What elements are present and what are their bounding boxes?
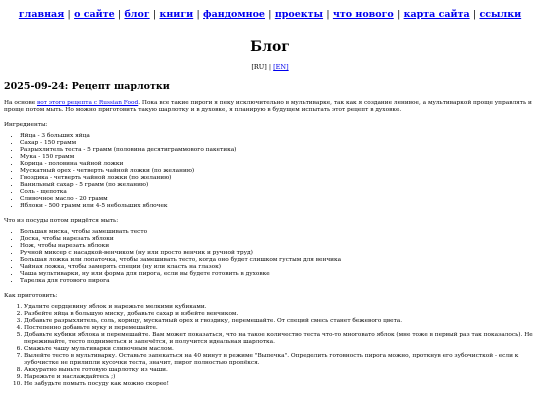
page-title: Блог — [250, 39, 290, 55]
nav-link-home[interactable]: главная — [18, 9, 65, 20]
step-item: 2. Разбейте яйца в большую миску, добавьте сахар и взбейте венчиком. — [24, 311, 534, 318]
step-item: 6. Смажьте чашу мультиварки сливочным маслом. — [24, 346, 534, 353]
ingredient-item: • Ванильный сахар - 5 грамм (по желанию) — [20, 182, 534, 189]
language-separator: | — [268, 63, 272, 71]
recipe-source-link[interactable]: вот этого рецепта с Russian Food — [36, 100, 139, 106]
step-item: 4. Постепенно добавьте муку и перемешайте. — [24, 325, 534, 332]
post-title: 2025-09-24: Рецепт шарлотки — [4, 81, 170, 92]
nav-link-about[interactable]: о сайте — [74, 9, 115, 20]
step-item: 8. Аккуратно выньте готовую шарлотку из чаши. — [24, 367, 534, 374]
nav-separator: | — [472, 9, 477, 20]
dishes-item: • Чайная ложка, чтобы замерять специи (ну или класть на глазок) — [20, 264, 534, 271]
nav-link-books[interactable]: книги — [159, 9, 194, 20]
nav-link-projects[interactable]: проекты — [274, 9, 324, 20]
dishes-label: Что из посуды потом придётся мыть: — [4, 218, 119, 224]
step-item: 10. Не забудьте помыть посуду как можно скорее! — [24, 381, 534, 388]
nav-link-whats-new[interactable]: что нового — [332, 9, 394, 20]
ingredient-item: • Корица - половина чайной ложки — [20, 161, 534, 168]
step-item: 5. Добавьте кубики яблока и перемешайте. Вам может показаться, что на такое количество теста что-то многовато яблок (мне тоже в первый раз так показалось). Не переживайте, тесто подниметься и запечётся, и получится идеальная шарлотка. — [24, 332, 534, 346]
language-switcher — [0, 63, 540, 71]
ingredient-item: • Сливочное масло - 20 грамм — [20, 196, 534, 203]
post-content — [4, 100, 534, 388]
steps-list — [4, 304, 534, 388]
nav-separator: | — [152, 9, 157, 20]
nav-separator: | — [67, 9, 71, 20]
dishes-item: • Доска, чтобы нарезать яблоки — [20, 236, 534, 243]
dishes-item: • Нож, чтобы нарезать яблоки — [20, 243, 534, 250]
language-ru-current: [RU] — [251, 63, 267, 71]
nav-separator: | — [196, 9, 200, 20]
ingredient-item: • Яйца - 3 больших яйца — [20, 133, 534, 140]
nav-separator: | — [117, 9, 122, 20]
step-item: 1. Удалите сердцевину яблок и нарежьте мелкими кубиками. — [24, 304, 534, 311]
post-intro — [4, 100, 534, 114]
dishes-list — [4, 229, 534, 285]
intro-text-end: . Пока все такие пироги я пеку исключительно в мультиварке, так как я создание ленивое, а мультиваркой проще управлять и проще потом мыть. Но можно приготовить такую шарлотку и в духовке, я планирую в будущем испытать этот рецепт в духовке. — [4, 100, 532, 113]
steps-label: Как приготовить: — [4, 293, 58, 299]
dishes-item: • Большая ложка или лопаточка, чтобы замешивать тесто, когда оно будет слишком густым для венчика — [20, 257, 534, 264]
nav-link-sitemap[interactable]: карта сайта — [403, 9, 470, 20]
ingredient-item: • Мускатный орех - четверть чайной ложки (по желанию) — [20, 168, 534, 175]
ingredient-item: • Гвоздика - четверть чайной ложки (по желанию) — [20, 175, 534, 182]
dishes-item: • Чаша мультиварки, ну или форма для пирога, если вы будете готовить в духовке — [20, 271, 534, 278]
ingredient-item: • Разрыхлитель теста - 5 грамм (половина десятиграммового пакетика) — [20, 147, 534, 154]
nav-link-blog[interactable]: блог — [124, 9, 150, 20]
ingredients-list — [4, 133, 534, 210]
nav-link-links[interactable]: ссылки — [479, 9, 522, 20]
step-item: 3. Добавьте разрыхлитель, соль, корицу, мускатный орех и гвоздику, перемешайте. От специй смесь станет бежевого цвета. — [24, 318, 534, 325]
ingredients-label: Ингредиенты: — [4, 122, 48, 128]
ingredient-item: • Мука - 150 грамм — [20, 154, 534, 161]
top-navigation — [0, 9, 540, 21]
step-item: 9. Нарежьте и наслаждайтесь ;) — [24, 374, 534, 381]
ingredient-item: • Соль - щепотка — [20, 189, 534, 196]
dishes-item: • Большая миска, чтобы замешивать тесто — [20, 229, 534, 236]
language-en-link[interactable]: [EN] — [273, 63, 289, 71]
ingredient-item: • Яблоки - 500 грамм или 4-5 небольших яблочек — [20, 203, 534, 210]
nav-separator: | — [397, 9, 401, 20]
nav-separator: | — [326, 9, 330, 20]
nav-link-fandom[interactable]: фандомное — [203, 9, 265, 20]
dishes-item: • Тарелка для готового пирога — [20, 278, 534, 285]
dishes-item: • Ручной миксер с насадкой-венчиком (ну или просто венчик и ручной труд) — [20, 250, 534, 257]
nav-separator: | — [268, 9, 272, 20]
intro-text-start: На основе — [4, 100, 37, 106]
ingredient-item: • Сахар - 150 грамм — [20, 140, 534, 147]
step-item: 7. Вылейте тесто в мультиварку. Оставьте запекаться на 40 минут в режиме "Выпечка". Определить готовность пирога можно, проткнув его зубочисткой - если к зубочистке не прилипли кусочки теста, значит, пирог полностью пропёкся. — [24, 353, 534, 367]
